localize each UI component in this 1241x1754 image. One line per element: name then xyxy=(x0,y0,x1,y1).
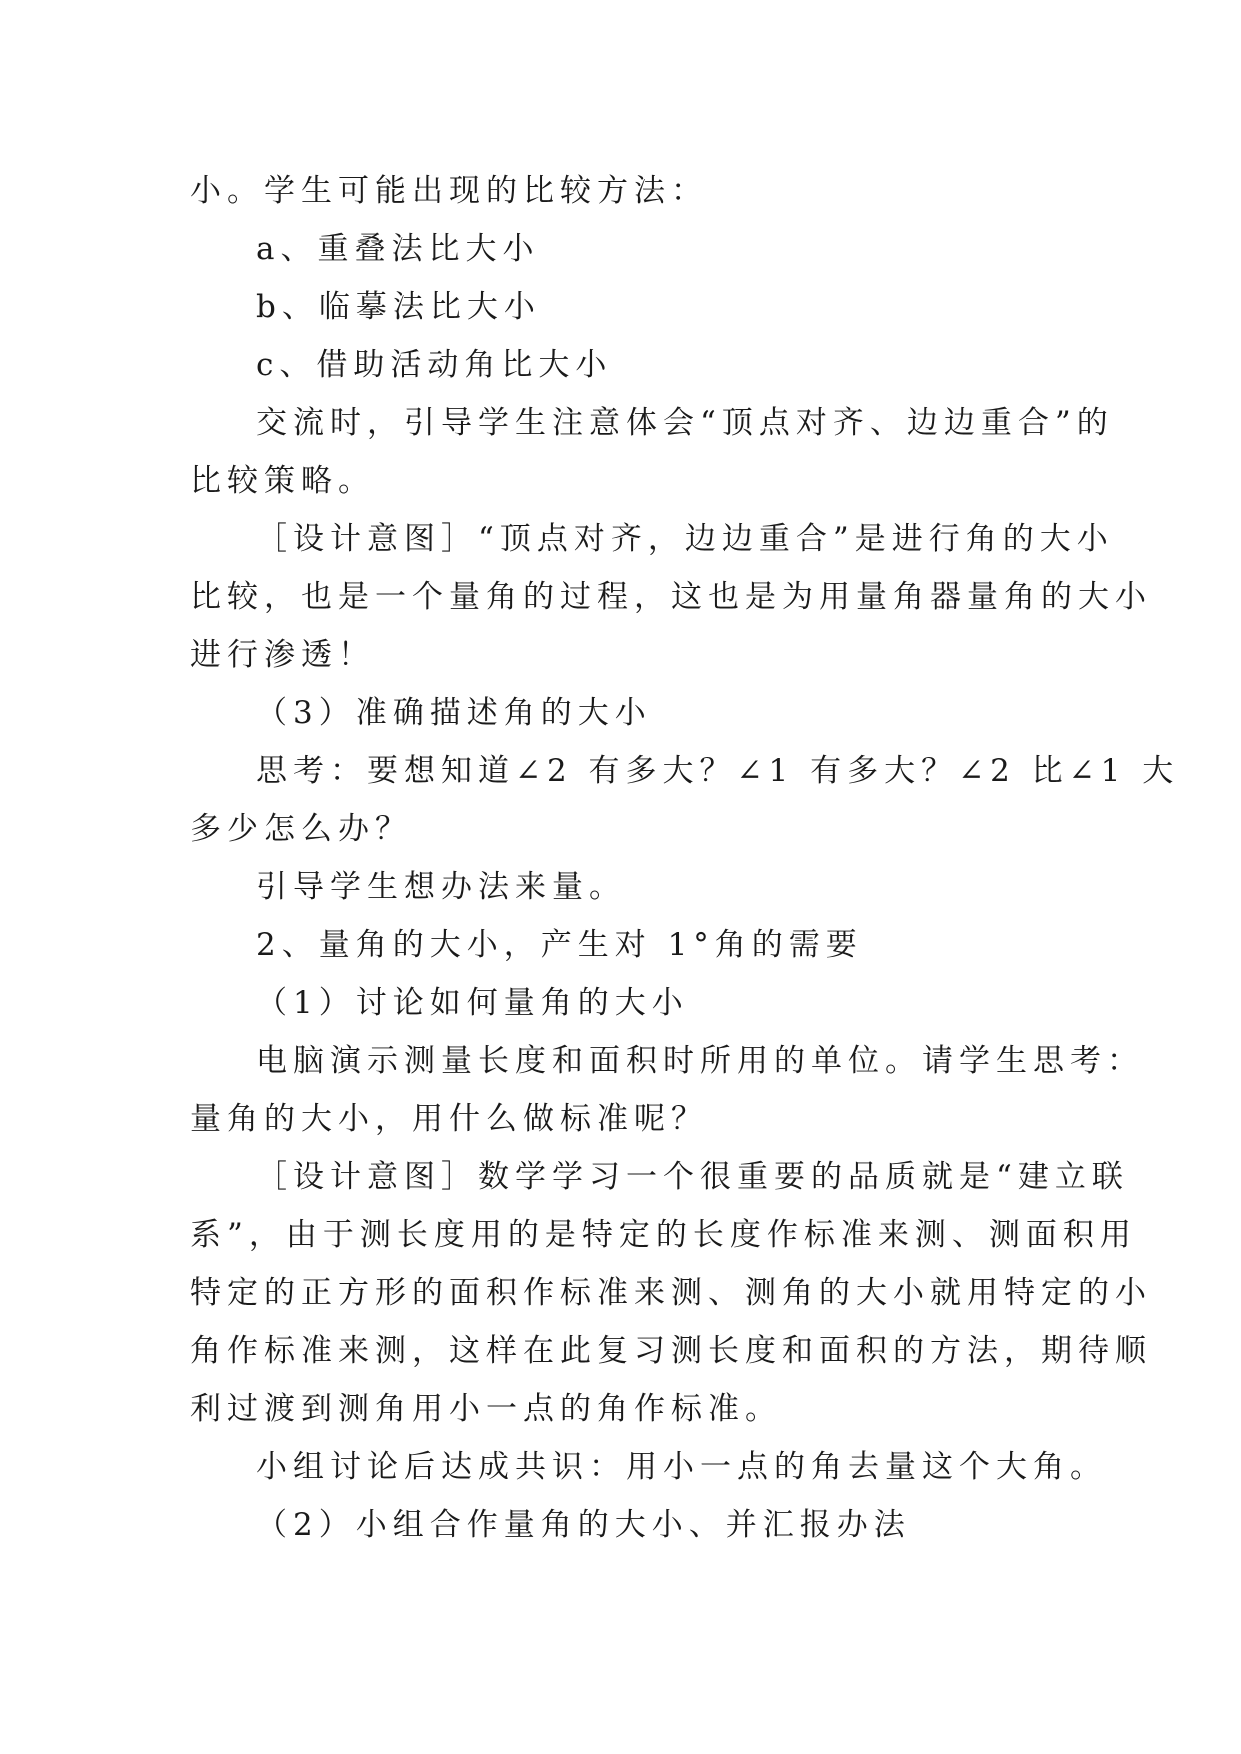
text-line: 交流时，引导学生注意体会“顶点对齐、边边重合”的 xyxy=(256,405,1114,441)
text-line: 系”，由于测长度用的是特定的长度作标准来测、测面积用 xyxy=(190,1217,1137,1253)
text-line: 角作标准来测，这样在此复习测长度和面积的方法，期待顺 xyxy=(190,1333,1152,1369)
text-line: 比较策略。 xyxy=(190,463,375,499)
text-line: 多少怎么办？ xyxy=(190,811,412,847)
text-line: ［设计意图］数学学习一个很重要的品质就是“建立联 xyxy=(256,1159,1129,1195)
text-line: 特定的正方形的面积作标准来测、测角的大小就用特定的小 xyxy=(190,1275,1152,1311)
text-line: 量角的大小，用什么做标准呢？ xyxy=(190,1101,708,1137)
text-line: 2、量角的大小，产生对 1°角的需要 xyxy=(256,927,863,963)
text-line: 进行渗透！ xyxy=(190,637,375,673)
text-line: 思考：要想知道∠2 有多大？∠1 有多大？∠2 比∠1 大 xyxy=(256,753,1180,789)
text-line: （3）准确描述角的大小 xyxy=(256,695,652,731)
text-line: （2）小组合作量角的大小、并汇报办法 xyxy=(256,1507,911,1543)
text-line: 引导学生想办法来量。 xyxy=(256,869,626,905)
text-line: 小。学生可能出现的比较方法： xyxy=(190,173,708,209)
text-line: （1）讨论如何量角的大小 xyxy=(256,985,689,1021)
text-line: b、临摹法比大小 xyxy=(256,289,541,325)
text-line: c、借助活动角比大小 xyxy=(256,347,613,383)
text-line: ［设计意图］“顶点对齐，边边重合”是进行角的大小 xyxy=(256,521,1114,557)
text-line: 小组讨论后达成共识：用小一点的角去量这个大角。 xyxy=(256,1449,1107,1485)
text-line: 利过渡到测角用小一点的角作标准。 xyxy=(190,1391,782,1427)
text-line: 电脑演示测量长度和面积时所用的单位。请学生思考： xyxy=(256,1043,1144,1079)
text-line: 比较，也是一个量角的过程，这也是为用量角器量角的大小 xyxy=(190,579,1152,615)
text-line: a、重叠法比大小 xyxy=(256,231,540,267)
document-body xyxy=(190,162,1180,1554)
